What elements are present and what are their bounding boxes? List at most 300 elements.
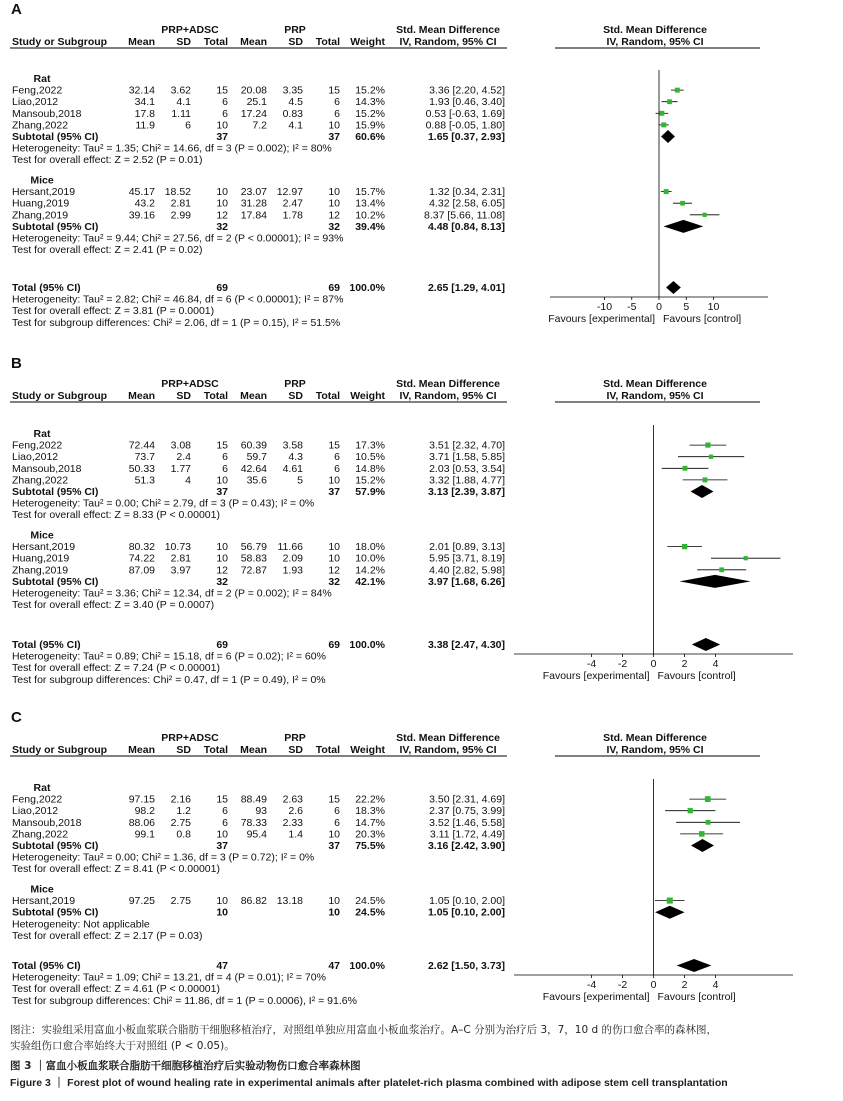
study-marker — [680, 201, 685, 206]
x-tick-label: -2 — [617, 658, 628, 670]
ctrl-total: 37 — [328, 486, 340, 498]
heterogeneity-text: Heterogeneity: Tau² = 0.00; Chi² = 2.79, df = 3 (P = 0.43); I² = 0% — [12, 497, 315, 510]
footer-text: Heterogeneity: Tau² = 0.89; Chi² = 15.18, df = 6 (P = 0.02); I² = 60% — [12, 650, 326, 663]
ci-text: 3.32 [1.88, 4.77] — [429, 474, 505, 487]
weight: 15.2% — [355, 107, 385, 120]
ctrl-sd: 1.78 — [282, 209, 303, 222]
study-marker — [705, 443, 710, 448]
x-tick-label: 4 — [712, 979, 719, 991]
study-name: Zhang,2022 — [12, 828, 69, 841]
ctrl-total: 15 — [328, 793, 340, 806]
exp-total: 69 — [216, 639, 228, 651]
ctrl-sd: 1.93 — [282, 564, 303, 577]
column-header: IV, Random, 95% CI — [399, 744, 497, 756]
x-tick-label: 0 — [650, 979, 657, 991]
study-name: Feng,2022 — [12, 439, 63, 452]
study-marker — [675, 88, 680, 93]
x-tick-label: 5 — [683, 301, 690, 313]
ci-text: 1.65 [0.37, 2.93] — [427, 131, 505, 143]
subtotal-label: Subtotal (95% CI) — [12, 840, 99, 852]
x-tick-label: 4 — [712, 658, 719, 670]
ctrl-sd: 5 — [297, 474, 303, 487]
favours-control: Favours [control] — [663, 313, 742, 325]
exp-total: 69 — [216, 282, 228, 294]
ctrl-mean: 31.28 — [240, 197, 267, 210]
footer-text: Test for subgroup differences: Chi² = 0.47, df = 1 (P = 0.49), I² = 0% — [12, 673, 326, 686]
overall-test-text: Test for overall effect: Z = 8.33 (P < 0.00001) — [12, 509, 220, 522]
weight: 24.5% — [355, 906, 385, 919]
exp-mean: 80.32 — [128, 541, 155, 554]
weight: 14.8% — [355, 462, 385, 475]
exp-sd: 2.81 — [170, 197, 191, 210]
ctrl-sd: 11.66 — [277, 541, 303, 554]
ctrl-mean: 72.87 — [240, 564, 267, 577]
column-header: Mean — [240, 390, 267, 402]
ctrl-mean: 25.1 — [246, 96, 267, 109]
weight: 13.4% — [355, 197, 385, 210]
weight: 14.7% — [355, 816, 385, 829]
exp-mean: 50.33 — [128, 462, 155, 475]
study-marker — [699, 831, 705, 837]
study-marker — [703, 477, 708, 482]
column-header: SD — [288, 36, 303, 48]
column-header: Total — [315, 36, 340, 48]
ctrl-total: 37 — [328, 840, 340, 852]
ctrl-sd: 4.1 — [288, 119, 303, 132]
ctrl-total: 6 — [334, 96, 340, 109]
ctrl-mean: 59.7 — [246, 451, 267, 464]
ci-text: 8.37 [5.66, 11.08] — [424, 209, 505, 222]
study-marker — [682, 544, 687, 549]
total-diamond — [692, 638, 720, 651]
exp-sd: 2.4 — [176, 451, 191, 464]
exp-total: 10 — [216, 828, 228, 841]
exp-total: 6 — [222, 805, 228, 818]
exp-sd: 1.2 — [176, 805, 191, 818]
exp-total: 10 — [216, 895, 228, 908]
weight: 24.5% — [355, 895, 385, 908]
favours-experimental: Favours [experimental] — [542, 670, 650, 682]
heterogeneity-text: Heterogeneity: Not applicable — [12, 918, 150, 931]
header-control: PRP — [284, 24, 306, 36]
column-header: Total — [203, 36, 228, 48]
x-tick-label: -10 — [596, 301, 613, 313]
footer-text: Heterogeneity: Tau² = 1.09; Chi² = 13.21, df = 4 (P = 0.01); I² = 70% — [12, 971, 326, 984]
weight: 17.3% — [355, 439, 385, 452]
study-marker — [706, 820, 711, 825]
study-name: Hersant,2019 — [12, 895, 76, 908]
panel-label: B — [11, 355, 22, 372]
column-header: SD — [288, 744, 303, 756]
subgroup-name: Mice — [30, 883, 54, 896]
ctrl-total: 10 — [328, 186, 340, 199]
study-name: Huang,2019 — [12, 197, 70, 210]
ctrl-mean: 23.07 — [240, 186, 267, 199]
panel-label: C — [11, 709, 22, 726]
heterogeneity-text: Heterogeneity: Tau² = 3.36; Chi² = 12.34, df = 2 (P = 0.002); I² = 84% — [12, 587, 332, 600]
ctrl-total: 12 — [328, 209, 340, 222]
ctrl-total: 10 — [328, 906, 340, 919]
study-name: Zhang,2022 — [12, 474, 69, 487]
panel-label: A — [11, 1, 22, 18]
exp-sd: 18.52 — [164, 186, 191, 199]
column-header: SD — [176, 744, 191, 756]
exp-total: 10 — [216, 186, 228, 199]
ctrl-sd: 2.09 — [282, 552, 303, 565]
subtotal-diamond — [680, 575, 751, 588]
forest-panel-c — [10, 709, 793, 1007]
caption-note: 实验组伤口愈合率始终大于对照组 (P < 0.05)。 — [10, 1040, 235, 1052]
subtotal-label: Subtotal (95% CI) — [12, 906, 99, 919]
subgroup-name: Rat — [33, 782, 51, 794]
study-name: Liao,2012 — [12, 451, 59, 464]
ctrl-mean: 95.4 — [246, 828, 267, 841]
weight: 75.5% — [355, 840, 385, 852]
study-marker — [705, 796, 711, 802]
study-name: Mansoub,2018 — [12, 107, 82, 120]
exp-sd: 1.11 — [171, 107, 191, 120]
exp-sd: 0.8 — [176, 828, 191, 841]
exp-total: 10 — [216, 541, 228, 554]
ci-text: 3.36 [2.20, 4.52] — [429, 84, 505, 97]
ctrl-total: 10 — [328, 197, 340, 210]
column-header: Weight — [350, 36, 385, 48]
exp-total: 10 — [216, 197, 228, 210]
ci-text: 2.03 [0.53, 3.54] — [429, 462, 505, 475]
exp-mean: 32.14 — [128, 84, 155, 97]
ci-text: 3.71 [1.58, 5.85] — [429, 451, 505, 464]
exp-mean: 97.25 — [128, 895, 155, 908]
weight: 18.3% — [355, 805, 385, 818]
study-marker — [683, 466, 688, 471]
ctrl-total: 6 — [334, 107, 340, 120]
exp-total: 37 — [216, 131, 228, 143]
study-marker — [744, 556, 748, 560]
ctrl-total: 10 — [328, 828, 340, 841]
total-label: Total (95% CI) — [12, 639, 81, 651]
exp-total: 12 — [216, 564, 228, 577]
subgroup-name: Mice — [30, 174, 54, 187]
study-name: Zhang,2022 — [12, 119, 69, 132]
exp-mean: 99.1 — [134, 828, 155, 841]
x-tick-label: 0 — [656, 301, 662, 313]
exp-mean: 73.7 — [134, 451, 155, 464]
study-name: Zhang,2019 — [12, 564, 69, 577]
exp-mean: 17.8 — [134, 107, 155, 120]
weight: 100.0% — [349, 282, 385, 294]
exp-sd: 2.81 — [170, 552, 191, 565]
subgroup-name: Rat — [33, 428, 51, 440]
ci-text: 2.65 [1.29, 4.01] — [427, 282, 505, 294]
study-marker — [664, 189, 669, 194]
exp-sd: 2.16 — [170, 793, 191, 806]
exp-total: 37 — [216, 840, 228, 852]
column-header: IV, Random, 95% CI — [606, 390, 704, 402]
column-header: Total — [203, 390, 228, 402]
subgroup-name: Rat — [33, 73, 51, 85]
ctrl-sd: 2.47 — [282, 197, 303, 210]
ctrl-sd: 2.6 — [288, 805, 303, 818]
ctrl-total: 6 — [334, 805, 340, 818]
exp-sd: 6 — [185, 119, 191, 132]
exp-total: 37 — [216, 486, 228, 498]
ctrl-mean: 93 — [255, 805, 267, 818]
ci-text: 1.32 [0.34, 2.31] — [429, 186, 505, 199]
ctrl-sd: 3.35 — [282, 84, 303, 97]
x-tick-label: -4 — [586, 979, 597, 991]
weight: 10.2% — [355, 209, 385, 222]
footer-text: Test for overall effect: Z = 4.61 (P < 0.00001) — [12, 983, 220, 996]
footer-text: Heterogeneity: Tau² = 2.82; Chi² = 46.84, df = 6 (P < 0.00001); I² = 87% — [12, 293, 344, 306]
study-name: Huang,2019 — [12, 552, 70, 565]
exp-total: 12 — [216, 209, 228, 222]
exp-sd: 4 — [185, 474, 191, 487]
ctrl-mean: 60.39 — [240, 439, 267, 452]
exp-total: 6 — [222, 816, 228, 829]
ctrl-sd: 0.83 — [282, 107, 303, 120]
exp-sd: 1.77 — [170, 462, 191, 475]
ctrl-sd: 4.3 — [288, 451, 303, 464]
column-header: Study or Subgroup — [12, 390, 108, 402]
ci-text: 5.95 [3.71, 8.19] — [429, 552, 505, 565]
footer-text: Test for overall effect: Z = 3.81 (P = 0.0001) — [12, 305, 215, 318]
exp-mean: 87.09 — [128, 564, 155, 577]
ctrl-mean: 17.84 — [240, 209, 267, 222]
column-header: Mean — [128, 744, 155, 756]
ci-text: 3.11 [1.72, 4.49] — [429, 828, 505, 841]
column-header: Mean — [128, 390, 155, 402]
ctrl-mean: 56.79 — [240, 541, 267, 554]
exp-total: 32 — [216, 575, 228, 588]
header-plot: Std. Mean Difference — [603, 378, 707, 390]
study-name: Mansoub,2018 — [12, 816, 82, 829]
ci-text: 3.38 [2.47, 4.30] — [427, 639, 505, 651]
column-header: Weight — [350, 390, 385, 402]
ci-text: 2.62 [1.50, 3.73] — [427, 960, 505, 972]
exp-mean: 43.2 — [134, 197, 155, 210]
heterogeneity-text: Heterogeneity: Tau² = 9.44; Chi² = 27.56, df = 2 (P < 0.00001); I² = 93% — [12, 232, 344, 245]
ctrl-total: 10 — [328, 541, 340, 554]
study-marker — [719, 567, 724, 572]
ctrl-total: 6 — [334, 462, 340, 475]
column-header: Study or Subgroup — [12, 744, 108, 756]
header-control: PRP — [284, 732, 306, 744]
exp-total: 6 — [222, 462, 228, 475]
column-header: IV, Random, 95% CI — [399, 36, 497, 48]
footer-text: Test for subgroup differences: Chi² = 11.86, df = 1 (P = 0.0006), I² = 91.6% — [12, 994, 357, 1007]
heterogeneity-text: Heterogeneity: Tau² = 0.00; Chi² = 1.36, df = 3 (P = 0.72); I² = 0% — [12, 851, 315, 864]
exp-total: 6 — [222, 107, 228, 120]
forest-panel-b — [10, 355, 793, 686]
ctrl-total: 47 — [328, 960, 340, 972]
x-tick-label: 10 — [707, 301, 720, 313]
header-effect: Std. Mean Difference — [396, 24, 500, 36]
ctrl-total: 32 — [328, 575, 340, 588]
x-tick-label: 2 — [681, 979, 688, 991]
header-plot: Std. Mean Difference — [603, 24, 707, 36]
favours-control: Favours [control] — [657, 670, 736, 682]
column-header: Mean — [240, 36, 267, 48]
subtotal-label: Subtotal (95% CI) — [12, 575, 99, 588]
ci-text: 3.97 [1.68, 6.26] — [427, 575, 505, 588]
exp-mean: 51.3 — [134, 474, 155, 487]
exp-sd: 3.97 — [170, 564, 191, 577]
ctrl-mean: 86.82 — [240, 895, 267, 908]
ctrl-total: 10 — [328, 552, 340, 565]
exp-total: 10 — [216, 906, 228, 919]
column-header: Weight — [350, 744, 385, 756]
exp-sd: 3.08 — [170, 439, 191, 452]
ci-text: 1.93 [0.46, 3.40] — [429, 96, 505, 109]
ci-text: 4.48 [0.84, 8.13] — [427, 220, 505, 233]
ctrl-sd: 3.58 — [282, 439, 303, 452]
ctrl-total: 37 — [328, 131, 340, 143]
exp-total: 15 — [216, 439, 228, 452]
subtotal-label: Subtotal (95% CI) — [12, 486, 99, 498]
study-name: Feng,2022 — [12, 793, 63, 806]
exp-mean: 88.06 — [128, 816, 155, 829]
total-label: Total (95% CI) — [12, 282, 81, 294]
header-experimental: PRP+ADSC — [161, 378, 219, 390]
ctrl-total: 6 — [334, 451, 340, 464]
column-header: Mean — [128, 36, 155, 48]
total-diamond — [666, 281, 681, 294]
weight: 20.3% — [355, 828, 385, 841]
ctrl-total: 15 — [328, 439, 340, 452]
ctrl-mean: 78.33 — [240, 816, 267, 829]
total-label: Total (95% CI) — [12, 960, 81, 972]
weight: 57.9% — [355, 486, 385, 498]
weight: 100.0% — [349, 960, 385, 972]
exp-total: 15 — [216, 84, 228, 97]
ctrl-mean: 42.64 — [240, 462, 267, 475]
exp-sd: 4.1 — [176, 96, 191, 109]
ctrl-total: 15 — [328, 84, 340, 97]
column-header: Total — [315, 744, 340, 756]
study-name: Liao,2012 — [12, 805, 59, 818]
exp-mean: 39.16 — [128, 209, 155, 222]
ci-text: 2.01 [0.89, 3.13] — [429, 541, 505, 554]
ctrl-total: 10 — [328, 474, 340, 487]
caption-note: 图注：实验组采用富血小板血浆联合脂肪干细胞移植治疗，对照组单独应用富血小板血浆治疗。A–C 分别为治疗后 3，7，10 d 的伤口愈合率的森林图， — [10, 1024, 717, 1036]
subtotal-label: Subtotal (95% CI) — [12, 220, 99, 233]
study-name: Hersant,2019 — [12, 541, 76, 554]
overall-test-text: Test for overall effect: Z = 2.17 (P = 0.03) — [12, 929, 203, 942]
weight: 15.2% — [355, 84, 385, 97]
ctrl-sd: 4.5 — [288, 96, 303, 109]
study-marker — [661, 122, 666, 127]
column-header: SD — [176, 36, 191, 48]
favours-experimental: Favours [experimental] — [542, 991, 650, 1003]
exp-total: 10 — [216, 474, 228, 487]
subtotal-diamond — [661, 130, 675, 143]
weight: 100.0% — [349, 639, 385, 651]
weight: 60.6% — [355, 131, 385, 143]
study-name: Zhang,2019 — [12, 209, 69, 222]
ctrl-mean: 7.2 — [252, 119, 267, 132]
ctrl-sd: 2.63 — [282, 793, 303, 806]
ci-text: 1.05 [0.10, 2.00] — [427, 906, 505, 919]
overall-test-text: Test for overall effect: Z = 2.52 (P = 0.01) — [12, 154, 203, 167]
ci-text: 0.88 [-0.05, 1.80] — [425, 119, 505, 132]
ctrl-sd: 2.33 — [282, 816, 303, 829]
ci-text: 2.37 [0.75, 3.99] — [429, 805, 505, 818]
weight: 39.4% — [355, 220, 385, 233]
study-name: Hersant,2019 — [12, 186, 76, 199]
exp-mean: 98.2 — [134, 805, 155, 818]
ci-text: 3.52 [1.46, 5.58] — [429, 816, 505, 829]
figure-caption-cn: 图 3 ｜富血小板血浆联合脂肪干细胞移植治疗后实验动物伤口愈合率森林图 — [10, 1060, 361, 1072]
x-tick-label: 2 — [681, 658, 688, 670]
column-header: SD — [176, 390, 191, 402]
header-plot: Std. Mean Difference — [603, 732, 707, 744]
exp-mean: 74.22 — [128, 552, 155, 565]
ctrl-total: 10 — [328, 119, 340, 132]
exp-mean: 45.17 — [128, 186, 155, 199]
column-header: SD — [288, 390, 303, 402]
ci-text: 4.32 [2.58, 6.05] — [429, 197, 505, 210]
ctrl-mean: 58.83 — [240, 552, 267, 565]
subgroup-name: Mice — [30, 529, 54, 542]
column-header: Total — [203, 744, 228, 756]
ctrl-sd: 13.18 — [276, 895, 303, 908]
ctrl-sd: 12.97 — [276, 186, 303, 199]
overall-test-text: Test for overall effect: Z = 2.41 (P = 0.02) — [12, 244, 203, 257]
favours-control: Favours [control] — [657, 991, 736, 1003]
overall-test-text: Test for overall effect: Z = 8.41 (P < 0.00001) — [12, 863, 220, 876]
study-marker — [709, 455, 713, 459]
forest-panel-a — [10, 1, 768, 329]
study-name: Liao,2012 — [12, 96, 59, 109]
ctrl-total: 69 — [328, 639, 340, 651]
figure-caption-en: Figure 3 ｜ Forest plot of wound healing rate in experimental animals after platelet-rich plasma combined with adipose stem cell transplantation — [10, 1077, 728, 1089]
ctrl-total: 10 — [328, 895, 340, 908]
ctrl-mean: 35.6 — [246, 474, 267, 487]
ctrl-sd: 4.61 — [282, 462, 303, 475]
weight: 15.2% — [355, 474, 385, 487]
column-header: Study or Subgroup — [12, 36, 108, 48]
exp-mean: 11.9 — [135, 119, 155, 132]
x-tick-label: -4 — [586, 658, 597, 670]
ci-text: 3.16 [2.42, 3.90] — [427, 840, 505, 852]
weight: 14.2% — [355, 564, 385, 577]
subtotal-diamond — [691, 839, 714, 852]
column-header: Total — [315, 390, 340, 402]
ci-text: 1.05 [0.10, 2.00] — [429, 895, 505, 908]
exp-mean: 34.1 — [134, 96, 155, 109]
study-marker — [659, 111, 664, 116]
header-effect: Std. Mean Difference — [396, 378, 500, 390]
total-diamond — [677, 959, 712, 972]
overall-test-text: Test for overall effect: Z = 3.40 (P = 0.0007) — [12, 599, 215, 612]
ctrl-mean: 20.08 — [240, 84, 267, 97]
column-header: Mean — [240, 744, 267, 756]
exp-total: 10 — [216, 552, 228, 565]
footer-text: Test for subgroup differences: Chi² = 2.06, df = 1 (P = 0.15), I² = 51.5% — [12, 316, 341, 329]
weight: 15.9% — [355, 119, 385, 132]
weight: 14.3% — [355, 96, 385, 109]
study-marker — [702, 213, 706, 217]
header-effect: Std. Mean Difference — [396, 732, 500, 744]
subtotal-diamond — [691, 485, 714, 498]
exp-sd: 2.75 — [170, 895, 191, 908]
ci-text: 3.13 [2.39, 3.87] — [427, 486, 505, 498]
exp-sd: 2.75 — [170, 816, 191, 829]
study-marker — [688, 808, 693, 813]
ci-text: 4.40 [2.82, 5.98] — [429, 564, 505, 577]
exp-total: 15 — [216, 793, 228, 806]
subtotal-diamond — [655, 906, 684, 919]
